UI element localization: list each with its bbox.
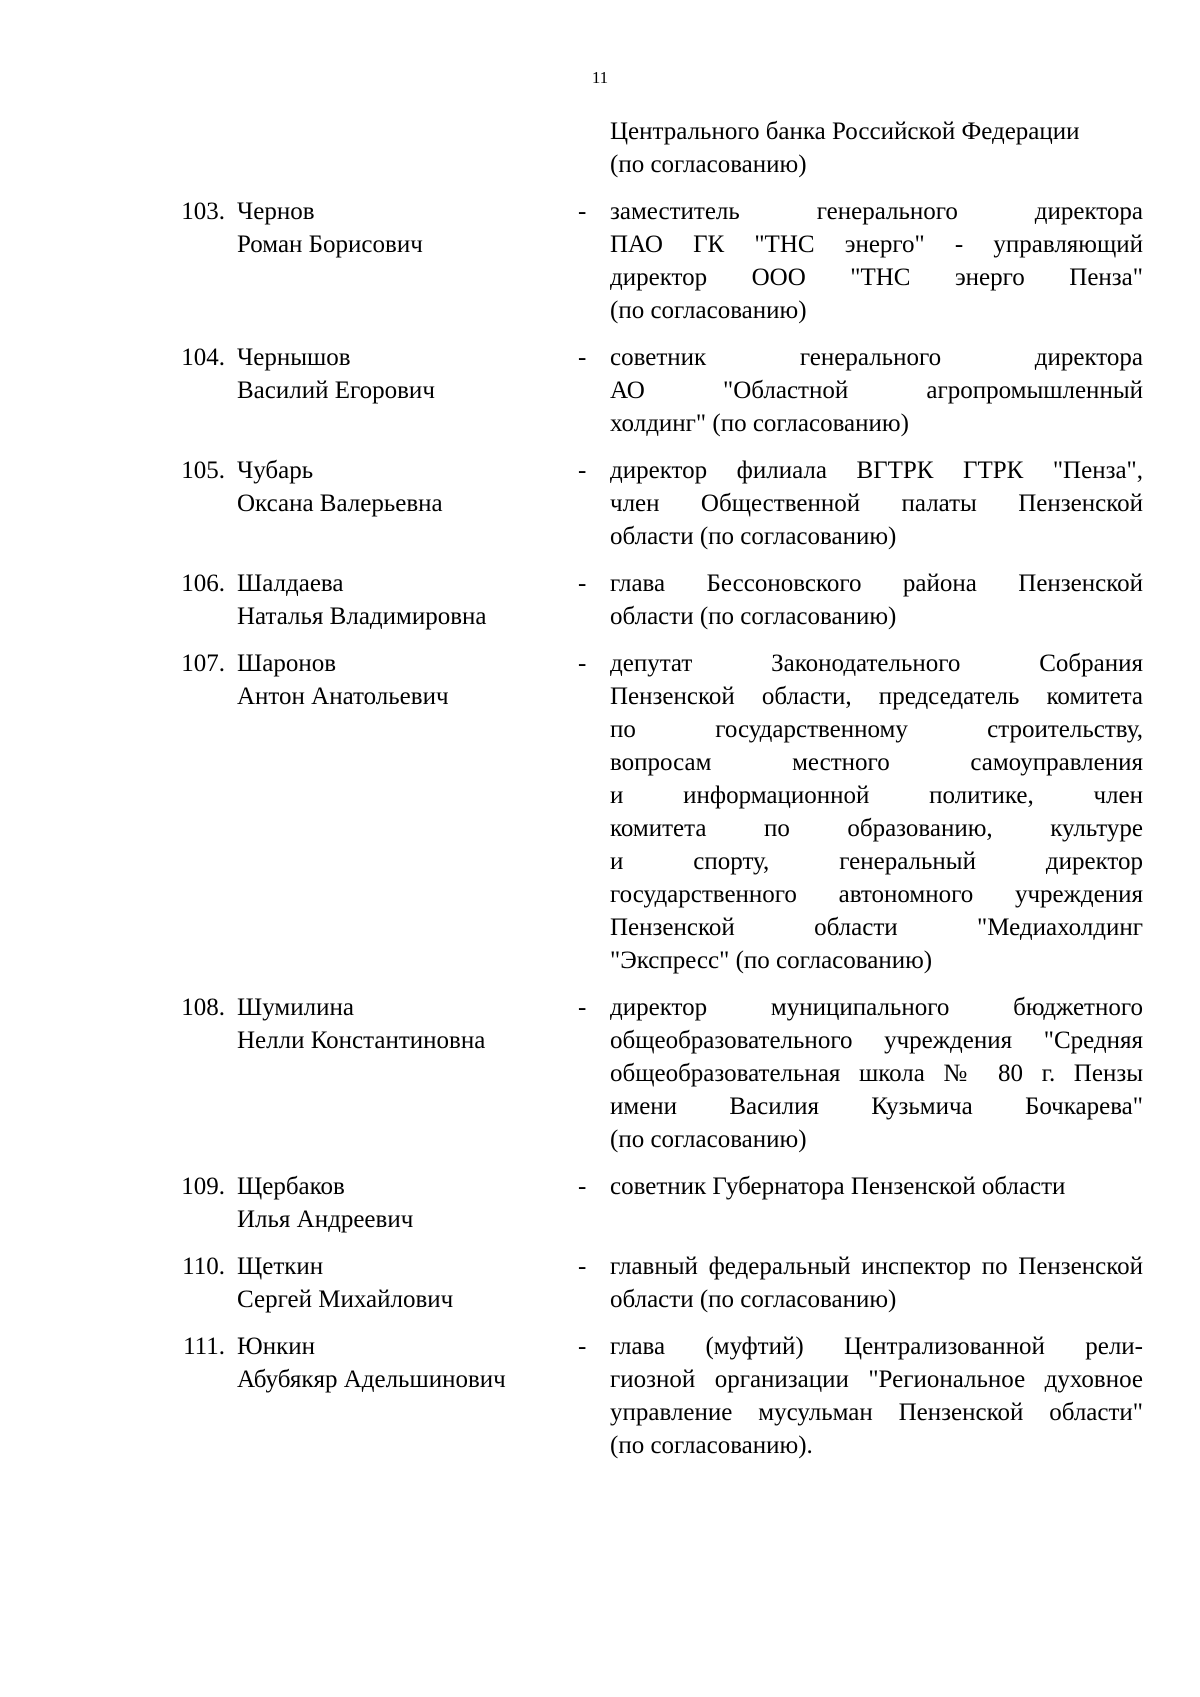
surname: Шаронов bbox=[237, 650, 336, 677]
description-line: области (по согласованию) bbox=[610, 603, 897, 630]
description-line: области (по согласованию) bbox=[610, 523, 897, 550]
description-line: глава Бессоновского района Пензенской bbox=[610, 570, 1143, 597]
surname: Шумилина bbox=[237, 994, 354, 1021]
item-number: 110. bbox=[182, 1253, 225, 1280]
given-name: Наталья Владимировна bbox=[237, 603, 487, 630]
description-line: государственного автономного учреждения bbox=[610, 881, 1143, 908]
member-position bbox=[610, 647, 1143, 977]
list-item bbox=[0, 647, 1200, 977]
description-line: директор муниципального бюджетного bbox=[610, 994, 1143, 1021]
description-line: ПАО ГК "ТНС энерго" - управляющий bbox=[610, 231, 1143, 258]
description-line: гиозной организации "Региональное духовное bbox=[610, 1366, 1143, 1393]
item-number: 111. bbox=[183, 1333, 225, 1360]
separator-dash: - bbox=[578, 570, 587, 597]
member-position bbox=[610, 991, 1143, 1156]
item-number: 103. bbox=[181, 198, 225, 225]
item-number: 104. bbox=[181, 344, 225, 371]
description-line: (по согласованию). bbox=[610, 1432, 813, 1459]
description-line: имени Василия Кузьмича Бочкарева" bbox=[610, 1093, 1143, 1120]
description-line: "Экспресс" (по согласованию) bbox=[610, 947, 933, 974]
member-name bbox=[237, 991, 577, 1057]
list-item bbox=[0, 341, 1200, 440]
member-name bbox=[237, 647, 577, 713]
description-line: директор филиала ВГТРК ГТРК "Пенза", bbox=[610, 457, 1143, 484]
page-number: 11 bbox=[591, 68, 609, 87]
surname: Щербаков bbox=[237, 1173, 345, 1200]
description-line: (по согласованию) bbox=[610, 1126, 807, 1153]
item-number: 107. bbox=[181, 650, 225, 677]
list-item bbox=[0, 567, 1200, 633]
item-number: 108. bbox=[181, 994, 225, 1021]
description-line: главный федеральный инспектор по Пензенской bbox=[610, 1253, 1143, 1280]
description-line: Пензенской области "Медиахолдинг bbox=[610, 914, 1143, 941]
continued-description bbox=[610, 115, 1143, 181]
given-name: Роман Борисович bbox=[237, 231, 423, 258]
member-name bbox=[237, 1250, 577, 1316]
description-line: и спорту, генеральный директор bbox=[610, 848, 1143, 875]
surname: Щеткин bbox=[237, 1253, 324, 1280]
description-line: член Общественной палаты Пензенской bbox=[610, 490, 1143, 517]
description-line: (по согласованию) bbox=[610, 151, 807, 178]
member-name bbox=[237, 1170, 577, 1236]
list-item bbox=[0, 1250, 1200, 1316]
given-name: Нелли Константиновна bbox=[237, 1027, 486, 1054]
member-list bbox=[0, 115, 1200, 1476]
description-line: холдинг" (по согласованию) bbox=[610, 410, 909, 437]
member-position bbox=[610, 341, 1143, 440]
surname: Чернышов bbox=[237, 344, 351, 371]
list-item bbox=[0, 991, 1200, 1156]
description-line: общеобразовательная школа № 80 г. Пензы bbox=[610, 1060, 1143, 1087]
separator-dash: - bbox=[578, 994, 587, 1021]
separator-dash: - bbox=[578, 1333, 587, 1360]
description-line: директор ООО "ТНС энерго Пенза" bbox=[610, 264, 1143, 291]
description-line: вопросам местного самоуправления bbox=[610, 749, 1143, 776]
description-line: общеобразовательного учреждения "Средняя bbox=[610, 1027, 1143, 1054]
member-position bbox=[610, 1170, 1143, 1236]
description-line: АО "Областной агропромышленный bbox=[610, 377, 1143, 404]
given-name: Василий Егорович bbox=[237, 377, 435, 404]
member-position bbox=[610, 195, 1143, 327]
description-line: Пензенской области, председатель комитета bbox=[610, 683, 1143, 710]
member-name bbox=[237, 1330, 577, 1396]
surname: Шалдаева bbox=[237, 570, 344, 597]
list-item bbox=[0, 195, 1200, 327]
given-name: Абубякяр Адельшинович bbox=[237, 1366, 506, 1393]
surname: Юнкин bbox=[237, 1333, 315, 1360]
member-position bbox=[610, 1250, 1143, 1316]
separator-dash: - bbox=[578, 1173, 587, 1200]
member-name bbox=[237, 454, 577, 520]
description-line: советник генерального директора bbox=[610, 344, 1143, 371]
given-name: Оксана Валерьевна bbox=[237, 490, 443, 517]
item-number: 106. bbox=[181, 570, 225, 597]
list-item bbox=[0, 454, 1200, 553]
member-position bbox=[610, 1330, 1143, 1462]
description-line: депутат Законодательного Собрания bbox=[610, 650, 1143, 677]
separator-dash: - bbox=[578, 1253, 587, 1280]
description-line: по государственному строительству, bbox=[610, 716, 1143, 743]
surname: Чубарь bbox=[237, 457, 314, 484]
given-name: Илья Андреевич bbox=[237, 1206, 414, 1233]
member-position bbox=[610, 567, 1143, 633]
separator-dash: - bbox=[578, 457, 587, 484]
member-name bbox=[237, 341, 577, 407]
description-line: (по согласованию) bbox=[610, 297, 807, 324]
separator-dash: - bbox=[578, 650, 587, 677]
description-line bbox=[610, 1203, 1143, 1236]
member-name bbox=[237, 195, 577, 261]
description-line: советник Губернатора Пензенской области bbox=[610, 1173, 1066, 1200]
description-line: области (по согласованию) bbox=[610, 1286, 897, 1313]
description-line: управление мусульман Пензенской области" bbox=[610, 1399, 1143, 1426]
given-name: Сергей Михайлович bbox=[237, 1286, 454, 1313]
given-name: Антон Анатольевич bbox=[237, 683, 449, 710]
surname: Чернов bbox=[237, 198, 315, 225]
description-line: заместитель генерального директора bbox=[610, 198, 1143, 225]
item-number: 109. bbox=[181, 1173, 225, 1200]
list-item bbox=[0, 1170, 1200, 1236]
separator-dash: - bbox=[578, 344, 587, 371]
member-name bbox=[237, 567, 577, 633]
description-line: комитета по образованию, культуре bbox=[610, 815, 1143, 842]
item-number: 105. bbox=[181, 457, 225, 484]
description-line: Центрального банка Российской Федерации bbox=[610, 118, 1080, 145]
separator-dash: - bbox=[578, 198, 587, 225]
description-line: глава (муфтий) Централизованной рели- bbox=[610, 1333, 1143, 1360]
list-item bbox=[0, 1330, 1200, 1462]
member-position bbox=[610, 454, 1143, 553]
description-line: и информационной политике, член bbox=[610, 782, 1143, 809]
